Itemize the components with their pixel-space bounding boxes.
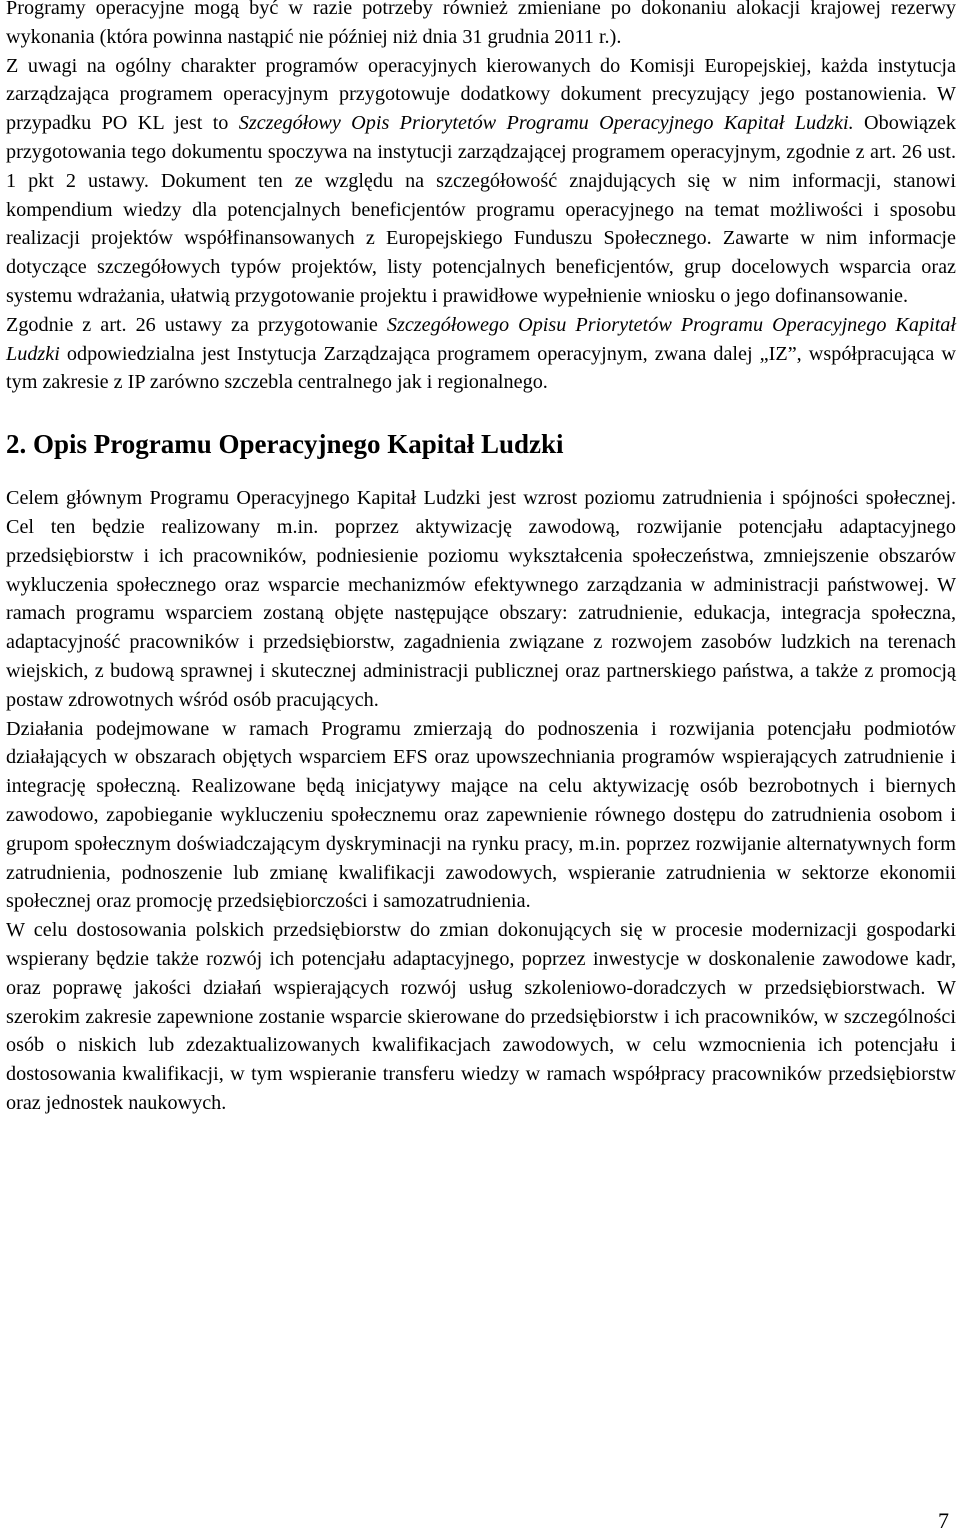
document-title-italic: Szczegółowego Opisu Priorytetów Programu Operacyjnego Kapitał Ludzki (6, 313, 956, 365)
document-title-italic: Szczegółowy Opis Priorytetów Programu Operacyjnego Kapitał Ludzki. (238, 112, 854, 135)
paragraph-reserve-allocation: Programy operacyjne mogą być w razie potrzeby również zmieniane po dokonaniu alokacji krajowej rezerwy wykonania (która powinna nastąpić nie później niż dnia 31 grudnia 2011 r.). (6, 0, 956, 48)
page-number: 7 (938, 1508, 949, 1533)
paragraph-actions: Działania podejmowane w ramach Programu zmierzają do podnoszenia i rozwijania potencjału podmiotów działających w obszarach objętych wsparciem EFS oraz upowszechniania programów wspierających zatrudnienie i integrację społeczną. Realizowane będą inicjatywy mające na celu aktywizację osób bezrobotnych i biernych zawodowo, zapobieganie wykluczeniu społecznemu oraz zapewnienie równego dostępu do zatrudnienia osobom i grupom społecznym doświadczającym dyskryminacji na rynku pracy, m.in. poprzez rozwijanie alternatywnych form zatrudnienia, podnoszenie lub zmianę kwalifikacji zawodowych, wspieranie zatrudnienia w sektorze ekonomii społecznej oraz promocję przedsiębiorczości i samozatrudnienia. (6, 717, 956, 913)
paragraph-main-goal: Celem głównym Programu Operacyjnego Kapitał Ludzki jest wzrost poziomu zatrudnienia i spójności społecznej. Cel ten będzie realizowany m.in. poprzez aktywizację zawodową, rozwijanie potencjału adaptacyjnego przedsiębiorstw i ich pracowników, podniesienie poziomu wykształcenia społeczeństwa, zmniejszenie obszarów wykluczenia społecznego oraz wsparcie mechanizmów efektywnego zarządzania w administracji państwowej. W ramach programu wsparciem zostaną objęte następujące obszary: zatrudnienie, edukacja, integracja społeczna, adaptacyjność pracowników i przedsiębiorstw, zagadnienia związane z rozwojem zasobów ludzkich na terenach wiejskich, z budową sprawnej i skutecznej administracji publicznej oraz partnerskiego państwa, a także z promocją postaw zdrowotnych wśród osób pracujących. (6, 487, 956, 711)
paragraph-text: Zgodnie z art. 26 ustawy za przygotowanie (6, 313, 387, 336)
document-page (6, 0, 956, 1118)
paragraph-enterprises: W celu dostosowania polskich przedsiębiorstw do zmian dokonujących się w procesie modernizacji gospodarki wspierany będzie także rozwój ich potencjału adaptacyjnego, poprzez inwestycje w doskonalenie zawodowe kadr, oraz poprawę jakości działań wspierających rozwój usług szkoleniowo-doradczych w przedsiębiorstwach. W szerokim zakresie zapewnione zostanie wsparcie skierowane do przedsiębiorstw i ich pracowników, w szczególności osób o niskich lub zdezaktualizowanych kwalifikacjach zawodowych, w celu wzmocnienia ich potencjału i dostosowania kwalifikacji, w tym wspieranie transferu wiedzy w ramach współpracy pracowników przedsiębiorstw oraz jednostek naukowych. (6, 919, 956, 1114)
paragraph-text: Z uwagi na ogólny charakter programów operacyjnych kierowanych do Komisji Europejskiej, każda instytucja zarządzająca programem operacyjnym przygotowuje dodatkowy dokument precyzujący jego postanowienia. W przypadku PO KL jest to (6, 54, 956, 135)
paragraph-responsibility (6, 311, 956, 397)
section-heading: 2. Opis Programu Operacyjnego Kapitał Ludzki (6, 429, 564, 460)
paragraph-detailed-description (6, 52, 956, 311)
paragraph-text: Obowiązek przygotowania tego dokumentu spoczywa na instytucji zarządzającej programem operacyjnym, zgodnie z art. 26 ust. 1 pkt 2 ustawy. Dokument ten ze względu na szczegółowość znajdujących się w nim informacji, stanowi kompendium wiedzy dla potencjalnych beneficjentów programu operacyjnego na temat możliwości i sposobu realizacji projektów współfinansowanych z Europejskiego Funduszu Społecznego. Zawarte w nim informacje dotyczące szczegółowych typów projektów, listy potencjalnych beneficjentów, grup docelowych wsparcia oraz systemu wdrażania, ułatwią przygotowanie projektu i prawidłowe wypełnienie wniosku o jego dofinansowanie. (6, 112, 956, 307)
paragraph-text: odpowiedzialna jest Instytucja Zarządzająca programem operacyjnym, zwana dalej „IZ”, współpracująca w tym zakresie z IP zarówno szczebla centralnego jak i regionalnego. (6, 342, 956, 394)
